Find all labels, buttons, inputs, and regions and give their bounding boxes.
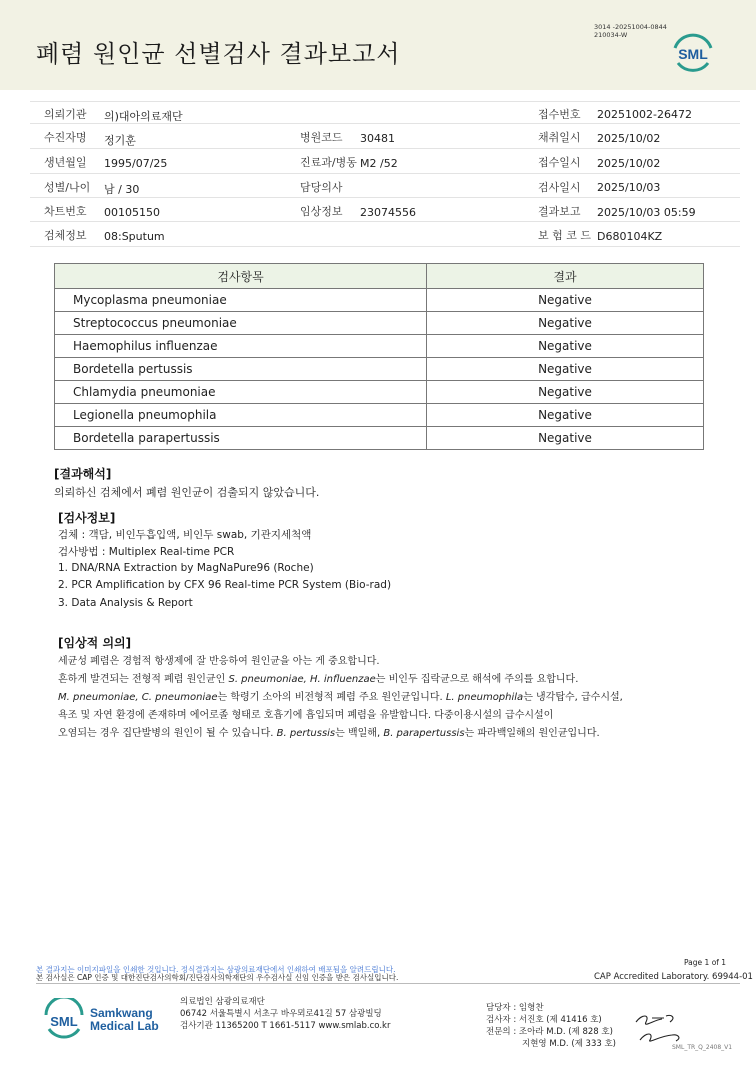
org-name: 의료법인 삼광의료재단 bbox=[180, 997, 265, 1007]
divider bbox=[30, 173, 740, 174]
form-version: SML_TR_Q_2408_V1 bbox=[672, 1044, 733, 1051]
test-date-value: 2025/10/03 bbox=[597, 181, 661, 194]
lab-brand-line2: Medical Lab bbox=[90, 1019, 159, 1033]
table-row bbox=[55, 427, 704, 450]
collection-date-label: 채취일시 bbox=[538, 131, 581, 144]
test-info-step2: 2. PCR Amplification by CFX 96 Real-time PCR System (Bio-rad) bbox=[58, 579, 392, 591]
report-date-label: 결과보고 bbox=[538, 205, 581, 218]
test-date-label: 검사일시 bbox=[538, 181, 581, 194]
logo-arc-top bbox=[46, 998, 82, 1015]
footer-sml-logo bbox=[42, 998, 86, 1042]
logo-arc-bottom bbox=[678, 63, 708, 70]
table-row bbox=[55, 358, 704, 381]
divider bbox=[30, 197, 740, 198]
image-print-notice: 본 결과지는 이미지파일을 인쇄한 것입니다. 정식결과지는 삼광의료재단에서 인쇄하여 배포됨을 알려드립니다. bbox=[36, 965, 396, 974]
table-row bbox=[55, 381, 704, 404]
test-result: Negative bbox=[427, 381, 704, 404]
receipt-number-value: 20251002-26472 bbox=[597, 108, 692, 121]
clinical-line-4: 욕조 및 자연 환경에 존재하며 에어로졸 형태로 호흡기에 흡입되며 폐렴을 유발합니다. 다중이용시설의 급수시설이 bbox=[58, 710, 554, 721]
divider bbox=[30, 123, 740, 124]
clinical-text: 는 백일해, bbox=[335, 728, 384, 739]
insurance-code-value: D680104KZ bbox=[597, 230, 663, 243]
institution-value: 의)대아의료재단 bbox=[104, 110, 183, 123]
table-row bbox=[55, 312, 704, 335]
organism-name: B. pertussis bbox=[276, 728, 336, 739]
sml-logo bbox=[670, 30, 716, 76]
receipt-date-value: 2025/10/02 bbox=[597, 157, 661, 170]
institution-label: 의뢰기관 bbox=[44, 108, 87, 121]
clinical-text: 오염되는 경우 집단발병의 원인이 될 수 있습니다. bbox=[58, 728, 277, 739]
staff-tester: 검사자 : 서진호 (제 41416 호) bbox=[486, 1015, 602, 1025]
clinical-text: 는 파라백일해의 원인균입니다. bbox=[464, 728, 600, 739]
test-item: Bordetella pertussis bbox=[55, 358, 427, 381]
clinical-info-value: 23074556 bbox=[360, 206, 416, 219]
specimen-value: 08:Sputum bbox=[104, 230, 165, 243]
sex-age-value: 남 / 30 bbox=[104, 183, 140, 196]
logo-text: SML bbox=[50, 1014, 78, 1029]
chart-number-label: 차트번호 bbox=[44, 205, 87, 218]
interpretation-title: [결과해석] bbox=[54, 467, 112, 481]
page-title: 폐렴 원인균 선별검사 결과보고서 bbox=[36, 40, 401, 68]
patient-name-value: 정기훈 bbox=[104, 134, 136, 147]
clinical-text: 흔하게 발견되는 전형적 폐렴 원인균인 bbox=[58, 674, 229, 685]
receipt-number-label: 접수번호 bbox=[538, 108, 581, 121]
test-item: Legionella pneumophila bbox=[55, 404, 427, 427]
test-info-step1: 1. DNA/RNA Extraction by MagNaPure96 (Roche) bbox=[58, 562, 314, 574]
divider bbox=[30, 246, 740, 247]
clinical-line-5 bbox=[58, 724, 600, 739]
test-result: Negative bbox=[427, 312, 704, 335]
staff-specialist-2: 지현영 M.D. (제 333 호) bbox=[522, 1039, 617, 1049]
clinical-text: 는 비인두 집락균으로 해석에 주의를 요합니다. bbox=[375, 674, 579, 685]
report-date-value: 2025/10/03 05:59 bbox=[597, 206, 696, 219]
organism-name: M. pneumoniae, C. pneumoniae bbox=[58, 692, 218, 703]
insurance-code-label: 보 험 코 드 bbox=[538, 229, 591, 242]
collection-date-value: 2025/10/02 bbox=[597, 132, 661, 145]
test-item: Haemophilus influenzae bbox=[55, 335, 427, 358]
test-info-specimen: 검체 : 객담, 비인두흡입액, 비인두 swab, 기관지세척액 bbox=[58, 529, 312, 541]
test-item: Bordetella parapertussis bbox=[55, 427, 427, 450]
staff-specialist-1: 전문의 : 조아라 M.D. (제 828 호) bbox=[486, 1027, 613, 1037]
table-header-row bbox=[55, 264, 704, 289]
test-item: Chlamydia pneumoniae bbox=[55, 381, 427, 404]
clinical-info-label: 임상정보 bbox=[300, 205, 343, 218]
organism-name: S. pneumoniae, H. influenzae bbox=[228, 674, 376, 685]
test-result: Negative bbox=[427, 358, 704, 381]
document-code-line1: 3014 -20251004-0844 bbox=[594, 23, 667, 31]
receipt-date-label: 접수일시 bbox=[538, 156, 581, 169]
lab-brand-line1: Samkwang bbox=[90, 1006, 153, 1020]
document-code bbox=[594, 23, 667, 39]
test-result: Negative bbox=[427, 427, 704, 450]
department-label: 진료과/병동 bbox=[300, 156, 357, 169]
signature-image bbox=[632, 1010, 692, 1046]
patient-name-label: 수진자명 bbox=[44, 131, 87, 144]
test-result: Negative bbox=[427, 335, 704, 358]
interpretation-text: 의뢰하신 검체에서 폐렴 원인균이 검출되지 않았습니다. bbox=[54, 486, 320, 499]
test-result: Negative bbox=[427, 404, 704, 427]
certification-notice: 본 검사실은 CAP 인증 및 대한진단검사의학회/진단검사의학재단의 우수검사실 신임 인증을 받은 검사실입니다. bbox=[36, 973, 399, 982]
birth-date-label: 생년월일 bbox=[44, 156, 87, 169]
table-row bbox=[55, 335, 704, 358]
results-table bbox=[54, 263, 704, 450]
column-header-result: 결과 bbox=[427, 264, 704, 289]
contact: 검사기관 11365200 T 1661-5117 www.smlab.co.kr bbox=[180, 1021, 391, 1031]
specimen-label: 검체정보 bbox=[44, 229, 87, 242]
clinical-text: 는 학령기 소아의 비전형적 폐렴 주요 원인균입니다. bbox=[217, 692, 446, 703]
footer-divider bbox=[36, 983, 740, 984]
staff-manager: 담당자 : 임형찬 bbox=[486, 1003, 544, 1013]
staff-block bbox=[486, 1002, 616, 1050]
test-info-title: [검사정보] bbox=[58, 511, 116, 525]
divider bbox=[30, 101, 740, 102]
logo-arc-bottom bbox=[49, 1029, 79, 1037]
clinical-line-3 bbox=[58, 688, 623, 703]
column-header-item: 검사항목 bbox=[55, 264, 427, 289]
table-row bbox=[55, 289, 704, 312]
document-code-line2: 210034-W bbox=[594, 31, 628, 39]
logo-text: SML bbox=[678, 46, 708, 62]
hospital-code-value: 30481 bbox=[360, 132, 395, 145]
test-info-method: 검사방법 : Multiplex Real-time PCR bbox=[58, 546, 235, 558]
chart-number-value: 00105150 bbox=[104, 206, 160, 219]
test-info-step3: 3. Data Analysis & Report bbox=[58, 597, 193, 609]
hospital-code-label: 병원코드 bbox=[300, 131, 343, 144]
clinical-significance-title: [임상적 의의] bbox=[58, 636, 132, 650]
address: 06742 서울특별시 서초구 바우뫼로41길 57 삼광빌딩 bbox=[180, 1009, 382, 1019]
clinical-text: 는 냉각탑수, 급수시설, bbox=[523, 692, 623, 703]
divider bbox=[30, 148, 740, 149]
test-result: Negative bbox=[427, 289, 704, 312]
page-number: Page 1 of 1 bbox=[684, 958, 727, 967]
lab-brand bbox=[90, 1007, 159, 1033]
organism-name: L. pneumophila bbox=[445, 692, 524, 703]
table-row bbox=[55, 404, 704, 427]
divider bbox=[30, 221, 740, 222]
sex-age-label: 성별/나이 bbox=[44, 181, 91, 194]
cap-accreditation: CAP Accredited Laboratory. 69944-01 bbox=[594, 972, 753, 982]
organism-name: B. parapertussis bbox=[383, 728, 465, 739]
test-item: Streptococcus pneumoniae bbox=[55, 312, 427, 335]
lab-address-block bbox=[180, 996, 390, 1032]
department-value: M2 /52 bbox=[360, 157, 398, 170]
doctor-label: 담당의사 bbox=[300, 181, 343, 194]
birth-date-value: 1995/07/25 bbox=[104, 157, 168, 170]
test-item: Mycoplasma pneumoniae bbox=[55, 289, 427, 312]
clinical-line-2 bbox=[58, 670, 578, 685]
clinical-line-1: 세균성 폐렴은 경험적 항생제에 잘 반응하여 원인균을 아는 게 중요합니다. bbox=[58, 656, 380, 667]
